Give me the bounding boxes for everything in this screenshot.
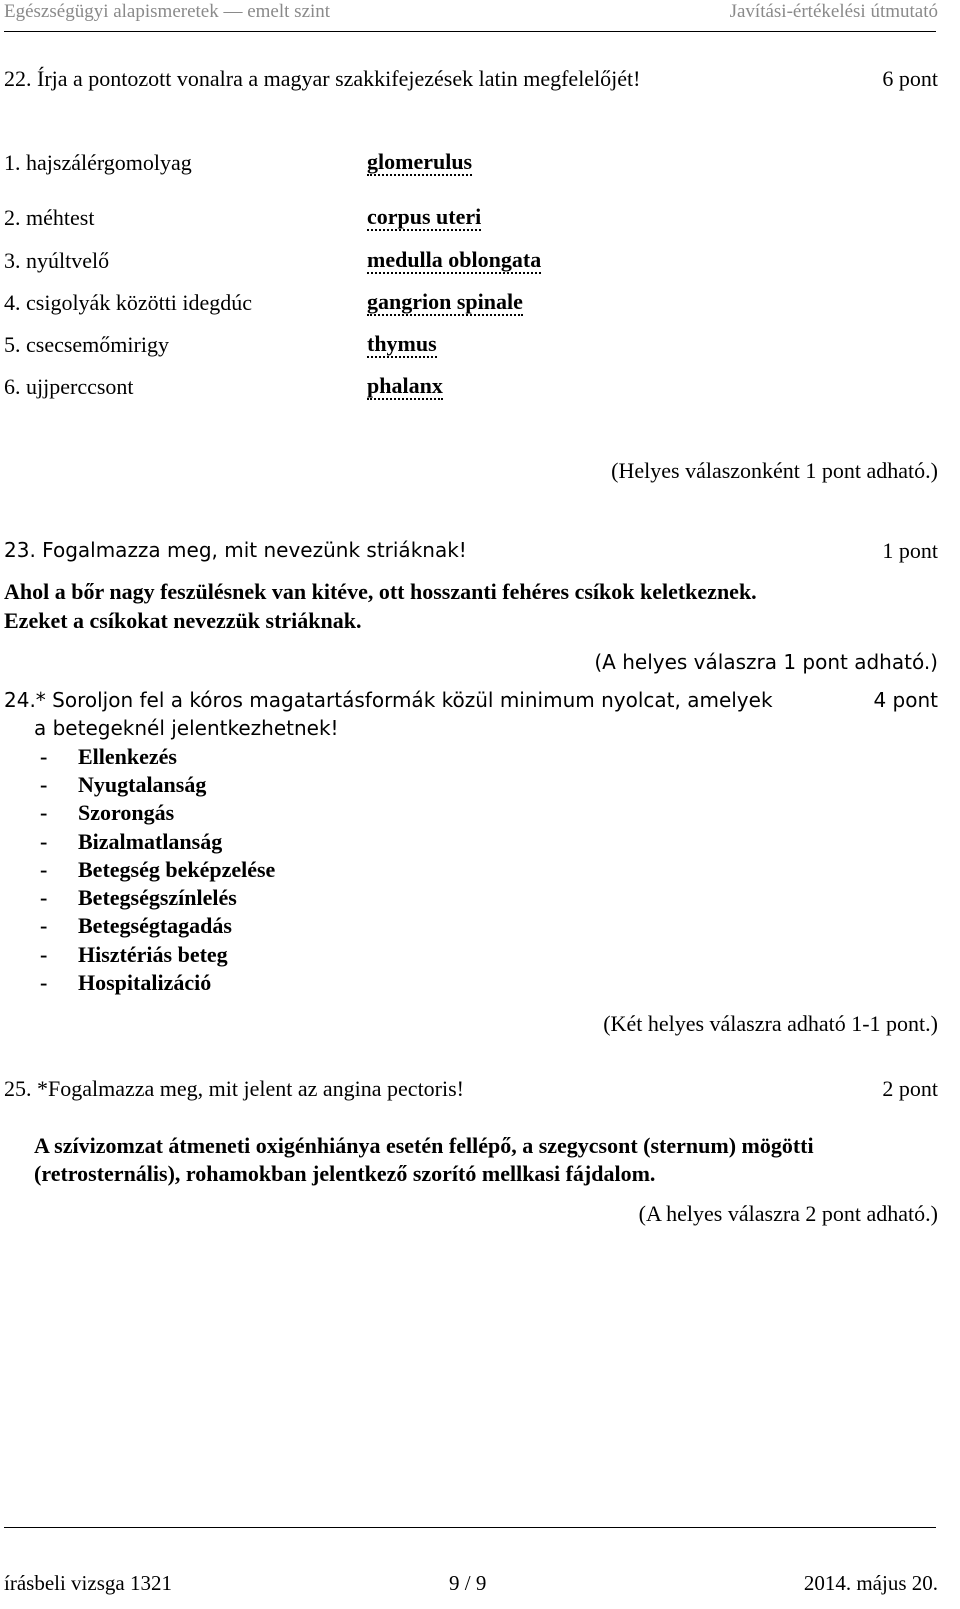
footer-exam-date: 2014. május 20. [803,1571,938,1595]
q22-points: 6 pont [882,66,938,91]
q23-answer-line: Ahol a bőr nagy feszülésnek van kitéve, ott hosszanti fehéres csíkok keletkeznek. [4,579,757,604]
q22-latin-term: medulla oblongata [367,248,541,274]
q22-question: 22. Írja a pontozott vonalra a magyar szakkifejezések latin megfelelőjét! [4,66,641,91]
q25-answer-line: A szívizomzat átmeneti oxigénhiánya esetén fellépő, a szegycsont (sternum) mögötti [34,1133,814,1158]
list-item: - Betegség beképzelése [40,857,276,882]
q22-hungarian-term: 2. méhtest [4,205,95,230]
q24-scoring-note: (Két helyes válaszra adható 1-1 pont.) [603,1011,938,1036]
list-item: - Bizalmatlanság [40,829,223,854]
q24-question-line: 24.* Soroljon fel a kóros magatartásformák közül minimum nyolcat, amelyek [4,688,773,712]
q25-question: 25. *Fogalmazza meg, mit jelent az angina pectoris! [4,1076,465,1101]
footer-divider [4,1527,936,1528]
q22-latin-term: gangrion spinale [367,290,523,316]
q22-hungarian-term: 1. hajszálérgomolyag [4,150,192,175]
list-item: - Nyugtalanság [40,772,207,797]
q22-hungarian-term: 3. nyúltvelő [4,248,110,273]
q22-hungarian-term: 4. csigolyák közötti idegdúc [4,290,253,315]
q24-points: 4 pont [873,688,938,712]
q23-question: 23. Fogalmazza meg, mit nevezünk striáknak! [4,538,467,562]
footer-exam-code: írásbeli vizsga 1321 [4,1571,172,1595]
q22-scoring-note: (Helyes válaszonként 1 pont adható.) [611,458,938,483]
q22-hungarian-term: 5. csecsemőmirigy [4,332,169,357]
q25-points: 2 pont [882,1076,938,1101]
q22-hungarian-term: 6. ujjperccsont [4,374,134,399]
list-item: - Hisztériás beteg [40,942,228,967]
q22-latin-term: thymus [367,332,437,358]
q24-question-line: a betegeknél jelentkezhetnek! [34,716,339,740]
list-item: - Betegségszínlelés [40,885,237,910]
header-exam-title: Egészségügyi alapismeretek — emelt szint [4,1,331,22]
q23-scoring-note: (A helyes válaszra 1 pont adható.) [594,650,938,674]
q23-points: 1 pont [882,538,938,563]
q25-scoring-note: (A helyes válaszra 2 pont adható.) [638,1201,938,1226]
q23-answer-line: Ezeket a csíkokat nevezzük striáknak. [4,608,362,633]
list-item: - Betegségtagadás [40,913,232,938]
list-item: - Hospitalizáció [40,970,212,995]
q22-latin-term: phalanx [367,374,443,400]
header-divider [4,31,936,32]
footer-page-number: 9 / 9 [449,1571,487,1595]
header-guide-title: Javítási-értékelési útmutató [729,1,938,22]
q25-answer-line: (retrosternális), rohamokban jelentkező szorító mellkasi fájdalom. [34,1161,656,1186]
list-item: - Ellenkezés [40,744,177,769]
q22-latin-term: glomerulus [367,150,472,176]
list-item: - Szorongás [40,800,175,825]
q22-latin-term: corpus uteri [367,205,481,231]
